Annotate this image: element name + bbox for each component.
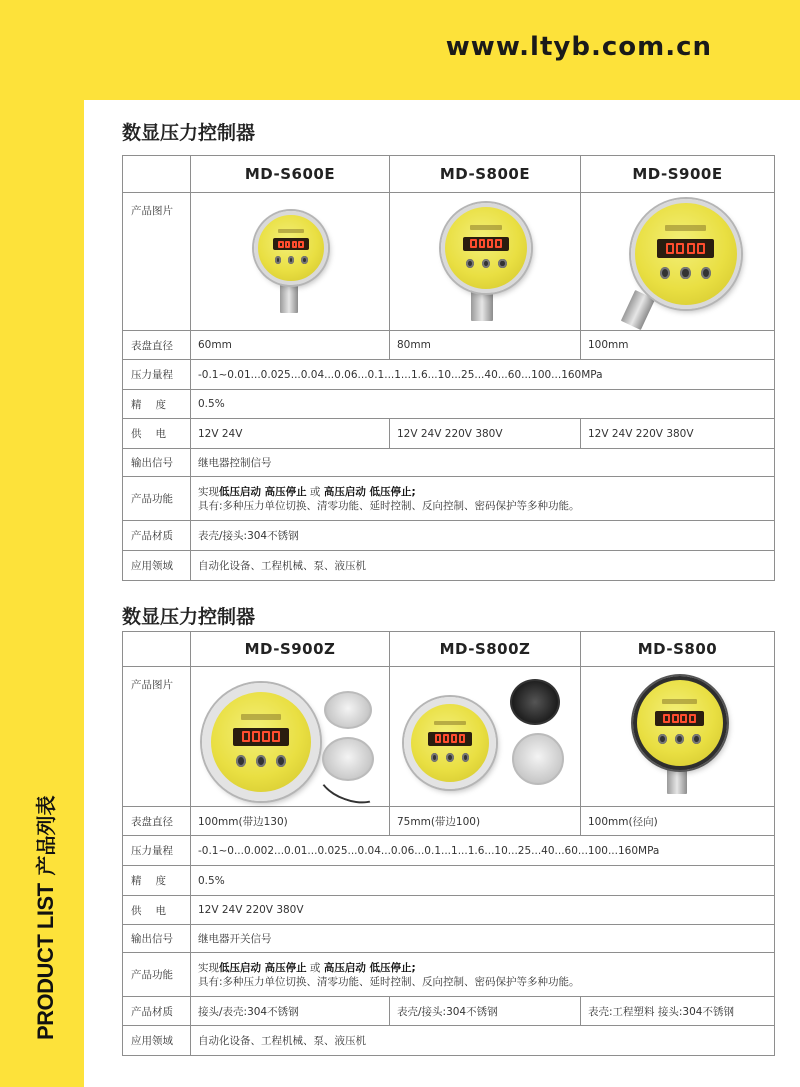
output-value: 继电器控制信号: [191, 449, 775, 477]
product-photo-cell: [581, 667, 775, 807]
diameter-value: 80mm: [390, 331, 581, 360]
accuracy-value: 0.5%: [191, 390, 775, 419]
section1-title: 数显压力控制器: [122, 122, 256, 144]
application-value: 自动化设备、工程机械、泵、液压机: [191, 551, 775, 581]
gauge-s800-image: [623, 674, 733, 799]
row-label-power: 供电: [123, 419, 191, 449]
gauge-s900z-image: [200, 677, 380, 797]
product-photo-cell: [390, 667, 581, 807]
row-label-power: 供电: [123, 896, 191, 925]
function-line2: 具有:多种压力单位切换、清零功能、延时控制、反向控制、密码保护等多种功能。: [198, 499, 580, 512]
diameter-value: 75mm(带边100): [390, 807, 581, 836]
row-label-material: 产品材质: [123, 521, 191, 551]
product-photo-cell: [390, 193, 581, 331]
row-label-application: 应用领域: [123, 551, 191, 581]
side-label-en: PRODUCT LIST: [33, 883, 58, 1040]
section1-table: [122, 155, 775, 581]
diameter-value: 100mm: [581, 331, 775, 360]
function-text: 实现: [198, 485, 219, 498]
diameter-value: 100mm(径向): [581, 807, 775, 836]
function-value: [191, 953, 775, 997]
row-label-output: 输出信号: [123, 449, 191, 477]
power-value: 12V 24V 220V 380V: [581, 419, 775, 449]
model-header: MD-S800E: [390, 156, 581, 193]
row-label-range: 压力量程: [123, 836, 191, 866]
power-value: 12V 24V 220V 380V: [191, 896, 775, 925]
function-text: 或: [306, 961, 324, 974]
corner-cell: [123, 156, 191, 193]
model-header: MD-S800Z: [390, 632, 581, 667]
function-value: [191, 477, 775, 521]
material-value: 表壳/接头:304不锈钢: [191, 521, 775, 551]
function-bold: 低压启动 高压停止: [219, 485, 307, 498]
side-label: [30, 795, 59, 1040]
output-value: 继电器开关信号: [191, 925, 775, 953]
corner-cell: [123, 632, 191, 667]
function-text: 实现: [198, 961, 219, 974]
model-header: MD-S600E: [191, 156, 390, 193]
row-label-output: 输出信号: [123, 925, 191, 953]
row-label-picture: 产品图片: [123, 667, 191, 807]
application-value: 自动化设备、工程机械、泵、液压机: [191, 1026, 775, 1056]
diameter-value: 100mm(带边130): [191, 807, 390, 836]
range-value: -0.1~0.01...0.025...0.04...0.06...0.1...1...1.6...10...25...40...60...100...160MPa: [191, 360, 775, 390]
product-photo-cell: [581, 193, 775, 331]
accuracy-value: 0.5%: [191, 866, 775, 896]
function-text: 或: [306, 485, 324, 498]
power-value: 12V 24V 220V 380V: [390, 419, 581, 449]
gauge-s800e-image: [435, 199, 535, 324]
row-label-accuracy: 精度: [123, 390, 191, 419]
gauge-s600e-image: [250, 207, 330, 317]
gauge-s900e-image: [613, 197, 743, 327]
function-bold: 高压启动 低压停止;: [323, 961, 416, 974]
gauge-s800z-image: [400, 677, 570, 797]
material-value: 接头/表壳:304不锈钢: [191, 997, 390, 1026]
row-label-range: 压力量程: [123, 360, 191, 390]
function-bold: 高压启动 低压停止;: [323, 485, 416, 498]
range-value: -0.1~0...0.002...0.01...0.025...0.04...0.06...0.1...1...1.6...10...25...40...60...100...160MPa: [191, 836, 775, 866]
row-label-diameter: 表盘直径: [123, 807, 191, 836]
product-photo-cell: [191, 667, 390, 807]
section2-table: [122, 631, 775, 1056]
power-value: 12V 24V: [191, 419, 390, 449]
function-line2: 具有:多种压力单位切换、清零功能、延时控制、反向控制、密码保护等多种功能。: [198, 975, 580, 988]
material-value: 表壳/接头:304不锈钢: [390, 997, 581, 1026]
row-label-accuracy: 精度: [123, 866, 191, 896]
function-bold: 低压启动 高压停止: [219, 961, 307, 974]
side-label-zh: 产品列表: [34, 795, 58, 876]
row-label-function: 产品功能: [123, 953, 191, 997]
row-label-function: 产品功能: [123, 477, 191, 521]
website-url: www.ltyb.com.cn: [445, 32, 712, 62]
material-value: 表壳:工程塑料 接头:304不锈钢: [581, 997, 775, 1026]
model-header: MD-S900Z: [191, 632, 390, 667]
product-photo-cell: [191, 193, 390, 331]
model-header: MD-S900E: [581, 156, 775, 193]
diameter-value: 60mm: [191, 331, 390, 360]
row-label-picture: 产品图片: [123, 193, 191, 331]
row-label-application: 应用领域: [123, 1026, 191, 1056]
row-label-material: 产品材质: [123, 997, 191, 1026]
model-header: MD-S800: [581, 632, 775, 667]
section2-title: 数显压力控制器: [122, 606, 256, 628]
row-label-diameter: 表盘直径: [123, 331, 191, 360]
